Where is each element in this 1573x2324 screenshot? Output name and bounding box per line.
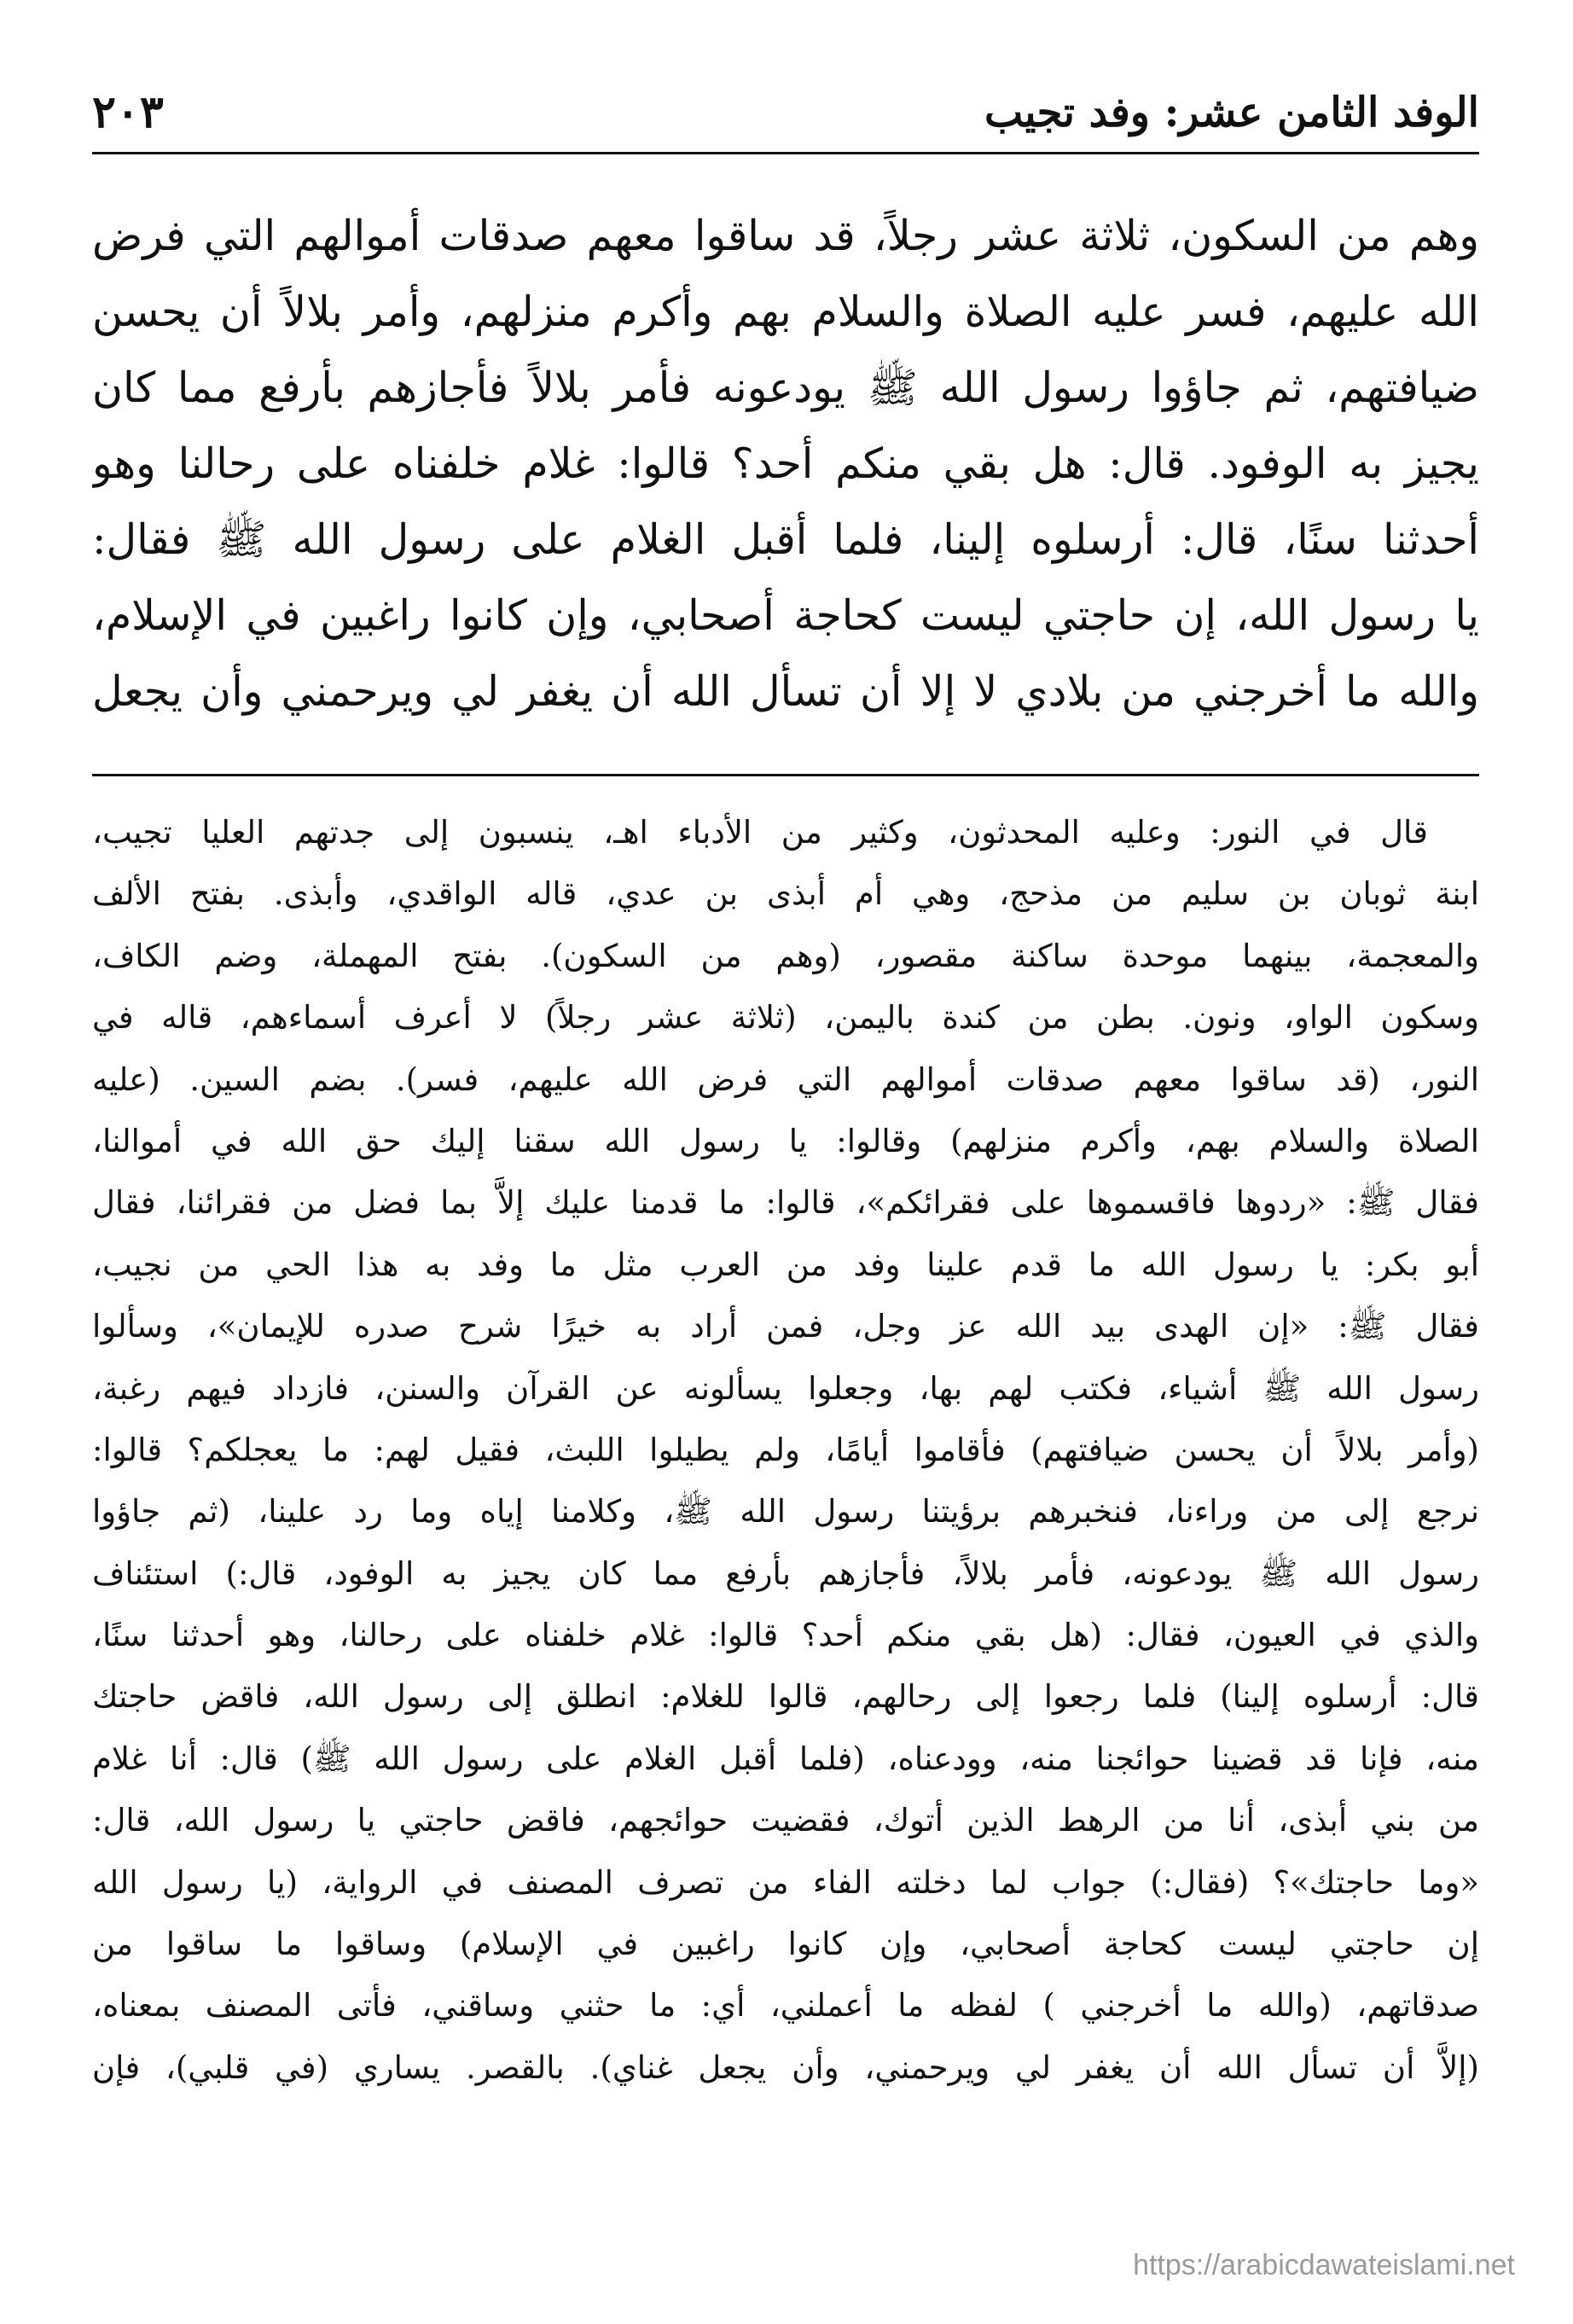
- watermark-url: https://arabicdawateislami.net: [1133, 2249, 1515, 2281]
- page-header: [92, 82, 1479, 143]
- footnote-line: «وما حاجتك»؟ (فقال:) جواب لما دخلته الفاء من تصرف المصنف في الرواية، (يا رسول الله: [92, 1863, 1479, 1901]
- body-line: ضيافتهم، ثم جاؤوا رسول الله ﷺ يودعونه فأمر بلالاً فأجازهم بأرفع مما كان: [92, 363, 1479, 412]
- footnote-line: قال في النور: وعليه المحدثون، وكثير من الأدباء اهـ، ينسبون إلى جدتهم العليا تجيب،: [92, 814, 1428, 851]
- footnote-line: أبو بكر: يا رسول الله ما قدم علينا وفد من العرب مثل ما وفد به هذا الحي من نجيب،: [92, 1246, 1479, 1283]
- footnote-line: (وأمر بلالاً أن يحسن ضيافتهم) فأقاموا أيامًا، ولم يطيلوا اللبث، فقيل لهم: ما يعجلكم؟ قالوا:: [92, 1431, 1479, 1468]
- footnote-line: منه، فإنا قد قضينا حوائجنا منه، وودعناه، (فلما أقبل الغلام على رسول الله ﷺ) قال: أنا غلام: [92, 1740, 1479, 1777]
- footnote-line: رسول الله ﷺ أشياء، فكتب لهم بها، وجعلوا يسألونه عن القرآن والسنن، فازداد فيهم رغبة،: [92, 1369, 1479, 1407]
- footnote-line: فقال ﷺ: «ردوها فاقسموها على فقرائكم»، قالوا: ما قدمنا عليك إلاَّ بما فضل من فقرائنا، فقال: [92, 1184, 1479, 1222]
- chapter-title: الوفد الثامن عشر: وفد تجيب: [984, 89, 1479, 137]
- footnote-line: نرجع إلى من وراءنا، فنخبرهم برؤيتنا رسول الله ﷺ، وكلامنا إياه وما رد علينا، (ثم جاؤوا: [92, 1493, 1479, 1531]
- footnote-line: والمعجمة، بينهما موحدة ساكنة مقصور، (وهم من السكون). بفتح المهملة، وضم الكاف،: [92, 937, 1479, 974]
- body-line: وهم من السكون، ثلاثة عشر رجلاً، قد ساقوا معهم صدقات أموالهم التي فرض: [92, 212, 1479, 260]
- body-line: يا رسول الله، إن حاجتي ليست كحاجة أصحابي، وإن كانوا راغبين في الإسلام،: [92, 591, 1479, 640]
- footnote-line: النور، (قد ساقوا معهم صدقات أموالهم التي فرض الله عليهم، فسر). بضم السين. (عليه: [92, 1060, 1479, 1098]
- body-line: والله ما أخرجني من بلادي لا إلا أن تسأل الله أن يغفر لي ويرحمني وأن يجعل: [92, 667, 1479, 716]
- footnote-line: صدقاتهم، (والله ما أخرجني ) لفظه ما أعملني، أي: ما حثني وساقني، فأتى المصنف بمعناه،: [92, 1987, 1479, 2025]
- body-line: الله عليهم، فسر عليه الصلاة والسلام بهم وأكرم منزلهم، وأمر بلالاً أن يحسن: [92, 288, 1479, 336]
- header-divider: [92, 152, 1479, 154]
- footnote-line: والذي في العيون، فقال: (هل بقي منكم أحد؟ قالوا: غلام خلفناه على رحالنا، وهو أحدثنا سنًا،: [92, 1617, 1479, 1654]
- footnote-divider: [92, 774, 1479, 776]
- footnote-line: فقال ﷺ: «إن الهدى بيد الله عز وجل، فمن أراد به خيرًا شرح صدره للإيمان»، وسألوا: [92, 1308, 1479, 1345]
- footnote-line: وسكون الواو، ونون. بطن من كندة باليمن، (ثلاثة عشر رجلاً) لا أعرف أسماءهم، قاله في: [92, 999, 1479, 1037]
- footnote-line: من بني أبذى، أنا من الرهط الذين أتوك، فقضيت حوائجهم، فاقض حاجتي يا رسول الله، قال:: [92, 1802, 1479, 1839]
- footnote-line: ابنة ثوبان بن سليم من مذحج، وهي أم أبذى بن عدي، قاله الواقدي، وأبذى. بفتح الألف: [92, 875, 1479, 913]
- footnote-line: الصلاة والسلام بهم، وأكرم منزلهم) وقالوا: يا رسول الله سقنا إليك حق الله في أموالنا،: [92, 1122, 1479, 1159]
- footnotes-commentary: [92, 802, 1479, 2099]
- main-body-text: [92, 198, 1479, 729]
- footnote-line: (إلاَّ أن تسأل الله أن يغفر لي ويرحمني، وأن يجعل غناي). بالقصر. يساري (في قلبي)، فإن: [92, 2048, 1479, 2086]
- body-line: أحدثنا سنًا، قال: أرسلوه إلينا، فلما أقبل الغلام على رسول الله ﷺ فقال:: [92, 515, 1479, 564]
- body-line: يجيز به الوفود. قال: هل بقي منكم أحد؟ قالوا: غلام خلفناه على رحالنا وهو: [92, 439, 1479, 488]
- footnote-line: قال: أرسلوه إلينا) فلما رجعوا إلى رحالهم، قالوا للغلام: انطلق إلى رسول الله، فاقض حاجتك: [92, 1678, 1479, 1716]
- page-number: ٢٠٣: [92, 86, 164, 138]
- footnote-line: رسول الله ﷺ يودعونه، فأمر بلالاً، فأجازهم بأرفع مما كان يجيز به الوفود، قال:) استئناف: [92, 1554, 1479, 1592]
- footnote-line: إن حاجتي ليست كحاجة أصحابي، وإن كانوا راغبين في الإسلام) وساقوا ما ساقوا من: [92, 1926, 1479, 1963]
